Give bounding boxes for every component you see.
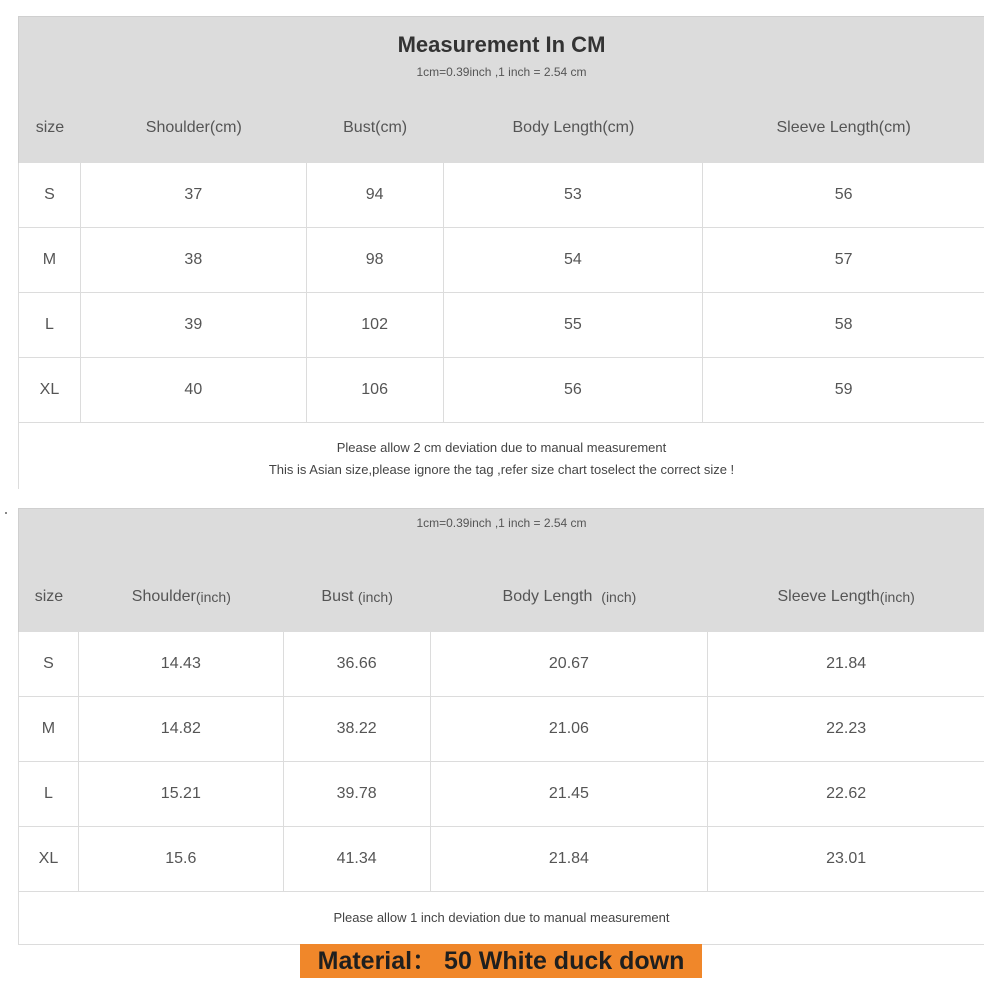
column-header-bust [284, 588, 431, 606]
table-row [18, 762, 984, 827]
sleeve-length-cell: 21.84 [826, 655, 867, 672]
bust-cell: 102 [307, 293, 444, 357]
column-header-size: size [35, 119, 65, 136]
conversion-note: 1cm=0.39inch ,1 inch = 2.54 cm [416, 65, 587, 79]
shoulder-cell: 14.43 [79, 632, 284, 696]
shoulder-cell: 14.82 [79, 697, 284, 761]
column-header-bust: Bust(cm) [343, 119, 408, 136]
shoulder-cell: 40 [81, 358, 307, 422]
bust-cell: 94 [307, 163, 444, 227]
header-label: Sleeve Length [777, 588, 880, 605]
column-header-row [19, 93, 984, 163]
column-header-body-length [431, 588, 709, 606]
size-cell: M [19, 228, 81, 292]
inch-table-footer: Please allow 1 inch deviation due to manual measurement [18, 892, 984, 945]
size-cell: S [19, 632, 79, 696]
column-header-body-length: Body Length(cm) [512, 119, 635, 136]
body-length-cell: 21.06 [431, 697, 709, 761]
sleeve-length-cell: 59 [834, 381, 853, 398]
column-header-shoulder: Shoulder(cm) [145, 119, 242, 136]
column-header-row [19, 562, 984, 632]
bust-cell: 36.66 [284, 632, 431, 696]
sleeve-length-cell: 56 [834, 186, 853, 203]
bust-cell: 98 [307, 228, 444, 292]
header-label: Body Length [502, 588, 602, 605]
shoulder-cell: 38 [81, 228, 307, 292]
body-length-cell: 56 [444, 358, 704, 422]
column-header-sleeve-length [708, 588, 984, 606]
body-length-cell: 55 [444, 293, 704, 357]
body-length-cell: 21.45 [431, 762, 709, 826]
bust-cell: 106 [307, 358, 444, 422]
body-length-cell: 21.84 [431, 827, 709, 891]
header-unit: (inch) [879, 589, 915, 605]
sleeve-length-cell: 22.62 [826, 785, 867, 802]
shoulder-cell: 15.6 [79, 827, 284, 891]
body-length-cell: 54 [444, 228, 704, 292]
conversion-note: 1cm=0.39inch ,1 inch = 2.54 cm [416, 516, 587, 530]
header-unit: (inch) [357, 589, 393, 605]
table-row [18, 163, 984, 228]
material-label: Material： 50 White duck down [300, 944, 702, 978]
inch-size-table [18, 508, 984, 945]
size-cell: XL [19, 358, 81, 422]
size-cell: S [19, 163, 81, 227]
deviation-note: Please allow 2 cm deviation due to manual measurement [336, 440, 667, 455]
cm-size-table [18, 16, 984, 489]
body-length-cell: 20.67 [431, 632, 709, 696]
table-row [18, 228, 984, 293]
bust-cell: 38.22 [284, 697, 431, 761]
column-header-shoulder [79, 588, 284, 606]
size-cell: XL [19, 827, 79, 891]
size-cell: M [19, 697, 79, 761]
body-length-cell: 53 [444, 163, 704, 227]
shoulder-cell: 15.21 [79, 762, 284, 826]
header-unit: (inch) [601, 589, 637, 605]
sleeve-length-cell: 22.23 [826, 720, 867, 737]
shoulder-cell: 39 [81, 293, 307, 357]
table-row [18, 827, 984, 892]
header-label: Shoulder [131, 588, 196, 605]
sleeve-length-cell: 57 [834, 251, 853, 268]
column-header-sleeve-length: Sleeve Length(cm) [776, 119, 911, 136]
size-cell: L [19, 762, 79, 826]
column-header-size [19, 588, 79, 606]
cm-table-header [18, 16, 984, 163]
shoulder-cell: 37 [81, 163, 307, 227]
table-row [18, 293, 984, 358]
size-cell: L [19, 293, 81, 357]
sleeve-length-cell: 23.01 [826, 850, 867, 867]
bust-cell: 41.34 [284, 827, 431, 891]
table-title: Measurement In CM [397, 32, 606, 57]
table-row [18, 632, 984, 697]
cm-table-footer [18, 423, 984, 489]
asian-size-note: This is Asian size,please ignore the tag ,refer size chart toselect the correct size ! [268, 462, 735, 477]
header-unit: (inch) [195, 589, 231, 605]
stray-dot [5, 512, 7, 514]
table-row [18, 697, 984, 762]
table-row [18, 358, 984, 423]
inch-table-header [18, 508, 984, 632]
bust-cell: 39.78 [284, 762, 431, 826]
sleeve-length-cell: 58 [834, 316, 853, 333]
header-label: Bust [321, 588, 358, 605]
header-label: size [34, 588, 64, 605]
